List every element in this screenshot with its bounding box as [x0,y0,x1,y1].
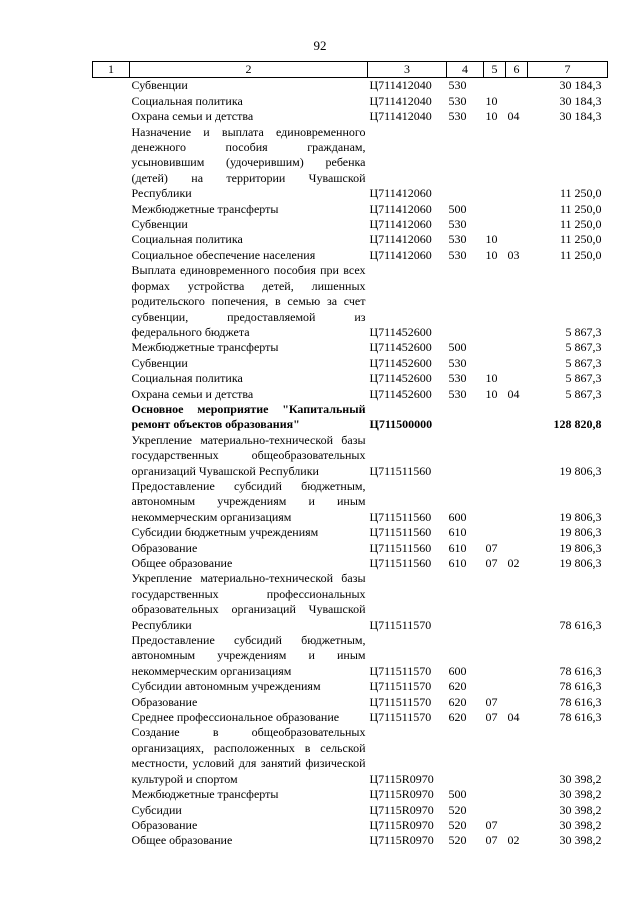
row-code: Ц711452600 [369,340,432,355]
row-code: Ц711511570 [369,694,432,709]
row-name: Межбюджетные трансферты [131,201,279,216]
row-pr [506,217,528,232]
table-row [93,571,608,633]
row-code: Ц711511560 [369,540,432,555]
cell-empty [93,833,130,848]
cell-empty [93,232,130,247]
table-row [93,710,608,725]
row-sum: 5 867,3 [565,386,602,401]
row-rz [484,340,506,355]
row-rz [484,402,506,433]
row-name: Укрепление материально-технической базы государственных общеобразовательных организаций Чувашской Республики [131,432,366,478]
table-row [93,679,608,694]
row-rz [484,433,506,479]
cell-empty [93,556,130,571]
cell-empty [93,633,130,679]
row-sum: 5 867,3 [565,324,602,339]
cell-empty [93,725,130,787]
row-rz [484,803,506,818]
row-pr [506,402,528,433]
table-row [93,371,608,386]
table-row [93,787,608,802]
row-name: Субвенции [131,355,188,370]
row-name: Создание в общеобразовательных организациях, расположенных в сельской местности, условий для занятий физической культурой и спортом [131,725,366,786]
row-pr: 03 [507,247,520,262]
row-rz [484,125,506,202]
row-name: Общее образование [131,833,233,848]
column-header: 5 [484,62,506,78]
row-sum: 19 806,3 [559,556,602,570]
row-vr [447,125,484,202]
row-code: Ц711511570 [369,710,432,725]
cell-empty [93,541,130,556]
row-pr: 04 [507,109,520,124]
row-code: Ц7115R0970 [369,833,434,848]
row-name: Охрана семьи и детства [131,109,254,124]
table-row [93,633,608,679]
row-pr [506,371,528,386]
row-sum: 30 184,3 [559,78,602,93]
row-vr: 500 [448,340,467,355]
row-rz: 07 [485,817,498,832]
row-pr [506,525,528,540]
table-row [93,818,608,833]
table-row [93,125,608,202]
row-pr [506,232,528,247]
cell-empty [93,263,130,340]
table-row [93,94,608,109]
row-name: Социальная политика [131,371,243,386]
row-rz: 07 [485,694,498,709]
cell-empty [93,202,130,217]
row-vr: 620 [448,679,467,694]
row-sum: 30 184,3 [559,93,602,108]
row-pr [506,571,528,633]
row-pr: 04 [507,710,520,725]
cell-empty [93,695,130,710]
row-pr [506,78,528,94]
row-rz: 10 [485,371,498,386]
table-row [93,556,608,571]
column-header: 7 [528,62,608,78]
cell-empty [93,387,130,402]
row-vr: 620 [448,694,467,709]
row-code: Ц711452600 [369,386,432,401]
row-pr [506,787,528,802]
row-vr: 610 [448,540,467,555]
table-row [93,387,608,402]
table-row [93,725,608,787]
row-rz [484,356,506,371]
row-rz: 07 [485,540,498,555]
table-row [93,263,608,340]
row-code: Ц711412060 [369,217,432,232]
row-sum: 11 250,0 [559,201,602,216]
row-rz [484,479,506,525]
cell-empty [93,433,130,479]
row-vr: 530 [448,109,467,124]
row-rz: 10 [485,386,498,401]
row-code: Ц711511560 [369,463,432,478]
cell-empty [93,371,130,386]
row-name: Межбюджетные трансферты [131,787,279,802]
row-vr: 610 [448,556,467,570]
table-row [93,340,608,355]
row-vr: 530 [448,217,467,232]
cell-empty [93,402,130,433]
row-code: Ц711412060 [369,232,432,247]
row-sum: 11 250,0 [559,217,602,232]
row-vr: 600 [448,509,467,524]
row-vr [447,402,484,433]
row-rz [484,525,506,540]
row-name: Субвенции [131,217,188,232]
row-pr [506,94,528,109]
row-sum: 78 616,3 [559,679,602,694]
row-pr: 02 [507,833,520,848]
row-name: Социальное обеспечение населения [131,247,316,262]
row-vr: 520 [448,802,467,817]
table-row [93,402,608,433]
row-vr [447,433,484,479]
table-row [93,433,608,479]
row-vr: 600 [448,663,467,678]
cell-empty [93,217,130,232]
row-rz: 10 [485,93,498,108]
row-sum: 19 806,3 [559,463,602,478]
row-name: Охрана семьи и детства [131,386,254,401]
row-name: Выплата единовременного пособия при всех формах устройства детей, лишенных родительского попечения, в семью за счет субвенции, предоставляемой из федерального бюджета [131,263,366,339]
row-name: Общее образование [131,556,233,570]
budget-table [92,61,608,849]
row-code: Ц711511570 [369,679,432,694]
row-sum: 30 398,2 [559,787,602,802]
table-row [93,232,608,247]
row-rz: 10 [485,109,498,124]
table-row [93,356,608,371]
row-sum: 19 806,3 [559,509,602,524]
row-pr [506,433,528,479]
column-header: 3 [368,62,447,78]
row-code: Ц711412040 [369,78,432,93]
row-vr: 530 [448,232,467,247]
table-row [93,525,608,540]
row-sum: 11 250,0 [559,232,602,247]
row-pr [506,125,528,202]
row-name: Укрепление материально-технической базы государственных профессиональных образовательных организаций Чувашской Республики [131,571,366,632]
row-pr [506,541,528,556]
row-sum: 30 398,2 [559,817,602,832]
column-header: 2 [130,62,368,78]
row-name: Субсидии бюджетным учреждениям [131,525,319,540]
table-row [93,109,608,124]
row-pr [506,803,528,818]
row-sum: 78 616,3 [559,663,602,678]
row-sum: 19 806,3 [559,525,602,540]
cell-empty [93,525,130,540]
row-code: Ц711412060 [369,201,432,216]
row-code: Ц7115R0970 [369,802,434,817]
row-rz [484,633,506,679]
row-name: Социальная политика [131,93,243,108]
cell-empty [93,78,130,94]
row-name: Назначение и выплата единовременного денежного пособия гражданам, усыновившим (удочерившим) ребенка (детей) на территории Чувашской Республики [131,124,366,201]
row-code: Ц711511570 [369,663,432,678]
cell-empty [93,787,130,802]
row-sum: 19 806,3 [559,540,602,555]
row-name: Социальная политика [131,232,243,247]
row-pr [506,479,528,525]
row-sum: 30 184,3 [559,109,602,124]
row-rz: 07 [485,710,498,725]
page-number: 92 [313,38,327,53]
column-header: 1 [93,62,130,78]
row-rz: 07 [485,833,498,848]
row-vr: 530 [448,386,467,401]
row-code: Ц711412040 [369,93,432,108]
row-pr [506,818,528,833]
row-name: Предоставление субсидий бюджетным, автономным учреждениям и иным некоммерческим организациям [131,478,366,524]
row-code: Ц7115R0970 [369,771,434,786]
column-header: 6 [506,62,528,78]
row-vr: 610 [448,525,467,540]
row-pr [506,695,528,710]
row-rz: 10 [485,247,498,262]
row-vr: 520 [448,833,467,848]
row-code: Ц711511570 [369,617,432,632]
row-sum: 11 250,0 [559,247,602,262]
row-vr: 530 [448,371,467,386]
row-code: Ц7115R0970 [369,817,434,832]
cell-empty [93,710,130,725]
row-vr [447,571,484,633]
row-code: Ц711511560 [369,525,432,540]
row-sum: 30 398,2 [559,833,602,848]
row-name: Образование [131,694,198,709]
cell-empty [93,803,130,818]
table-row [93,803,608,818]
cell-empty [93,679,130,694]
row-vr: 500 [448,787,467,802]
row-name: Предоставление субсидий бюджетным, автономным учреждениям и иным некоммерческим организациям [131,633,366,678]
row-rz [484,571,506,633]
row-pr [506,633,528,679]
table-row [93,695,608,710]
row-vr: 500 [448,201,467,216]
row-vr: 530 [448,93,467,108]
row-pr [506,725,528,787]
row-pr: 04 [507,386,520,401]
row-sum: 5 867,3 [565,371,602,386]
row-pr [506,263,528,340]
cell-empty [93,479,130,525]
row-rz [484,787,506,802]
cell-empty [93,248,130,263]
row-sum: 30 398,2 [559,771,602,786]
cell-empty [93,571,130,633]
row-vr [447,725,484,787]
row-rz: 10 [485,232,498,247]
table-header-row [93,62,608,78]
row-sum: 11 250,0 [559,186,602,201]
table-row [93,217,608,232]
row-code: Ц711452600 [369,324,432,339]
cell-empty [93,109,130,124]
row-pr: 02 [507,556,520,570]
row-code: Ц711412060 [369,186,432,201]
row-sum: 78 616,3 [559,694,602,709]
cell-empty [93,356,130,371]
row-vr [447,263,484,340]
column-header: 4 [447,62,484,78]
row-sum: 128 820,8 [553,417,602,432]
row-rz [484,725,506,787]
row-pr [506,340,528,355]
row-name: Межбюджетные трансферты [131,340,279,355]
row-name: Субвенции [131,78,188,93]
table-row [93,479,608,525]
row-code: Ц711452600 [369,371,432,386]
row-name: Образование [131,540,198,555]
row-code: Ц711500000 [369,417,433,432]
row-pr [506,202,528,217]
table-row [93,248,608,263]
cell-empty [93,94,130,109]
row-sum: 78 616,3 [559,617,602,632]
row-sum: 78 616,3 [559,710,602,725]
row-pr [506,356,528,371]
cell-empty [93,818,130,833]
row-sum: 30 398,2 [559,802,602,817]
row-code: Ц711412060 [369,247,432,262]
table-row [93,202,608,217]
row-rz [484,679,506,694]
row-code: Ц7115R0970 [369,787,434,802]
row-pr [506,679,528,694]
table-row [93,78,608,94]
row-rz: 07 [485,556,498,570]
row-code: Ц711452600 [369,355,432,370]
row-name: Среднее профессиональное образование [131,710,340,725]
row-code: Ц711511560 [369,556,432,570]
cell-empty [93,125,130,202]
row-sum: 5 867,3 [565,355,602,370]
row-vr: 620 [448,710,467,725]
row-name: Основное мероприятие "Капитальный ремонт объектов образования" [131,401,366,432]
row-rz [484,202,506,217]
row-name: Субсидии [131,802,182,817]
row-vr: 530 [448,355,467,370]
row-code: Ц711511560 [369,509,432,524]
row-name: Образование [131,817,198,832]
row-rz [484,217,506,232]
row-rz [484,263,506,340]
row-vr: 530 [448,78,467,93]
row-rz [484,78,506,94]
row-name: Субсидии автономным учреждениям [131,679,321,694]
cell-empty [93,340,130,355]
table-row [93,541,608,556]
row-vr: 520 [448,817,467,832]
row-sum: 5 867,3 [565,340,602,355]
row-code: Ц711412040 [369,109,432,124]
row-vr: 530 [448,247,467,262]
table-row [93,833,608,848]
